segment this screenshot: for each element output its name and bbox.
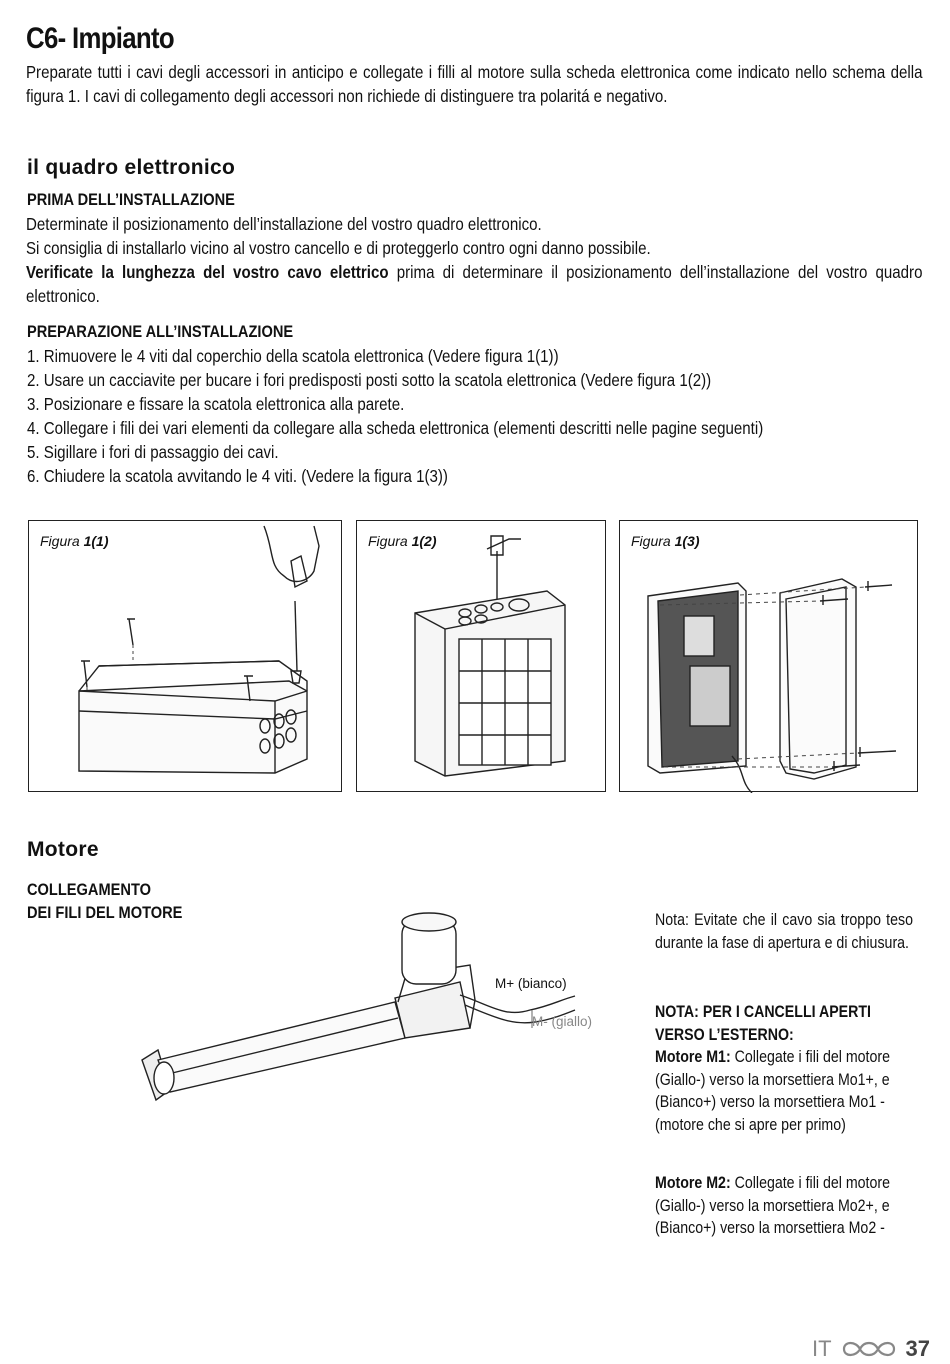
- subheading-prima: PRIMA DELL’INSTALLAZIONE: [27, 190, 235, 209]
- nota-esterno: NOTA: PER I CANCELLI APERTI VERSO L’ESTERNO: Motore M1: Collegate i fili del motore (Giallo-) verso la morsettiera Mo1+, e (Bianco+) verso la morsettiera Mo1 - (motore che si apre per primo): [655, 1003, 891, 1134]
- box-screws-illustration: [29, 521, 343, 793]
- step-item: 4. Collegare i fili dei vari elementi da collegare alla scheda elettronica (elementi descritti nelle pagine seguenti): [27, 418, 764, 438]
- brand-logo-icon: [840, 1338, 898, 1360]
- figure-caption: Figura 1(1): [40, 533, 109, 549]
- figure-1-3: [619, 520, 918, 792]
- page-number: 37: [905, 1336, 930, 1361]
- motore-m1-label: Motore M1:: [655, 1048, 731, 1066]
- prima-paragraph: [26, 212, 922, 308]
- box-wall-illustration: [620, 521, 919, 793]
- figure-caption: Figura 1(2): [368, 533, 437, 549]
- step-item: 5. Sigillare i fori di passaggio dei cavi.: [27, 442, 279, 462]
- nota-m2: [655, 1172, 913, 1240]
- page-footer: [812, 1336, 930, 1362]
- prima-line-2: Si consiglia di installarlo vicino al vostro cancello e di proteggerlo contro ogni danno possibile.: [26, 238, 651, 258]
- figure-1-2: [356, 520, 606, 792]
- wire-plus-label: M+ (bianco): [495, 976, 567, 991]
- figure-caption: Figura 1(3): [631, 533, 700, 549]
- step-item: 1. Rimuovere le 4 viti dal coperchio della scatola elettronica (Vedere figura 1(1)): [27, 346, 559, 366]
- section-heading-motore: Motore: [27, 838, 99, 861]
- language-label: IT: [811, 1336, 832, 1361]
- step-item: 3. Posizionare e fissare la scatola elettronica alla parete.: [27, 394, 405, 414]
- step-item: 2. Usare un cacciavite per bucare i fori predisposti posti sotto la scatola elettronica (Vedere figura 1(2)): [27, 370, 712, 390]
- wire-minus-label: M- (giallo): [532, 1014, 593, 1029]
- prima-line-1: Determinate il posizionamento dell’installazione del vostro quadro elettronico.: [26, 214, 542, 234]
- motore-m1-text: Collegate i fili del motore (Giallo-) verso la morsettiera Mo1+, e (Bianco+) verso la morsettiera Mo1 - (motore che si apre per primo): [655, 1048, 891, 1134]
- section-heading-quadro: il quadro elettronico: [27, 156, 236, 179]
- prima-bold-text: Verificate la lunghezza del vostro cavo elettrico: [26, 262, 389, 282]
- subheading-collegamento: COLLEGAMENTO DEI FILI DEL MOTORE: [27, 880, 183, 922]
- step-item: 6. Chiudere la scatola avvitando le 4 viti. (Vedere la figura 1(3)): [27, 466, 448, 486]
- box-bottom-illustration: [357, 521, 607, 793]
- subheading-preparazione: PREPARAZIONE ALL’INSTALLAZIONE: [27, 322, 294, 341]
- figure-1-1: [28, 520, 342, 792]
- intro-paragraph: Preparate tutti i cavi degli accessori in anticipo e collegate i filli al motore sulla scheda elettronica come indicato nello schema della figura 1. I cavi di collegamento degli accessori non richiede di distinguere tra polaritá e negativo.: [26, 62, 923, 106]
- steps-list: [27, 344, 763, 488]
- page-title: C6- Impianto: [26, 22, 174, 55]
- motore-m2-text: Collegate i fili del motore (Giallo-) verso la morsettiera Mo2+, e (Bianco+) verso la morsettiera Mo2 -: [655, 1174, 891, 1237]
- nota-paragraph: Nota: Evitate che il cavo sia troppo teso durante la fase di apertura e di chiusura.: [655, 911, 913, 952]
- prima-rest-text: prima di determinare il posizionamento dell’installazione del vostro quadro elettronico.: [26, 262, 923, 306]
- motore-m2-label: Motore M2:: [655, 1174, 731, 1192]
